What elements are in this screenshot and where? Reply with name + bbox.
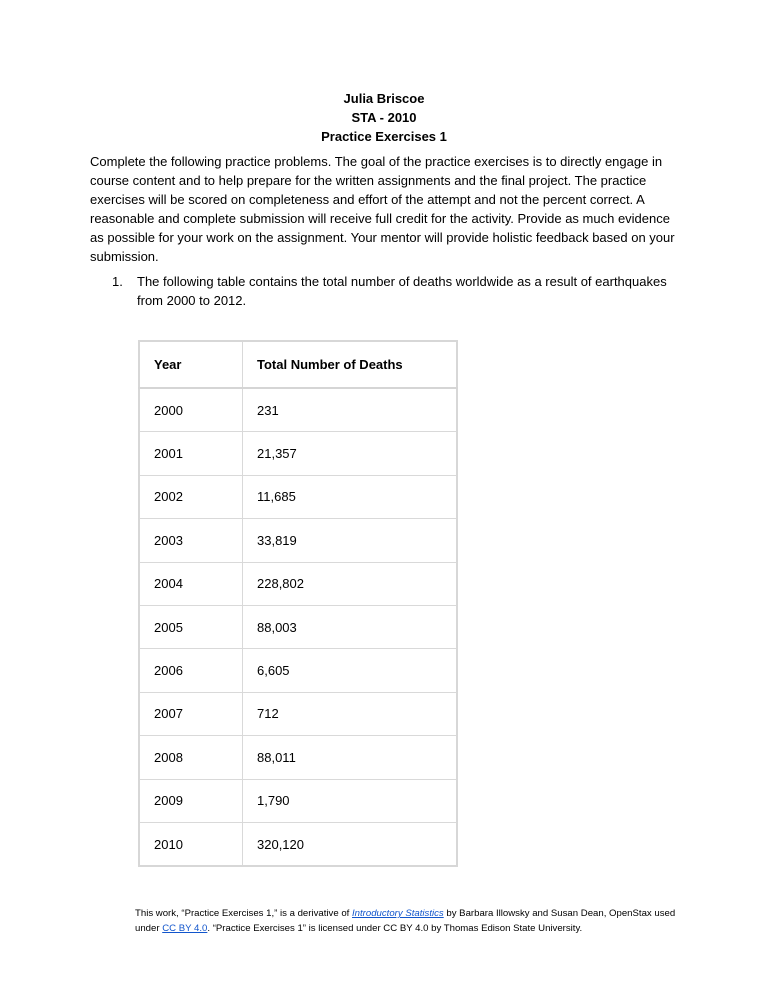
footer-text-part-2: by Barbara Illowsky and Susan Dean, OpenStax used under	[135, 908, 676, 934]
header-year: Year	[139, 341, 243, 388]
document-header	[0, 89, 768, 146]
year-cell: 2008	[139, 736, 243, 779]
introductory-statistics-link[interactable]	[352, 908, 444, 919]
earthquake-deaths-table	[138, 340, 458, 867]
deaths-cell: 320,120	[243, 822, 458, 866]
header-total-deaths: Total Number of Deaths	[243, 341, 458, 388]
table-row	[139, 649, 457, 692]
license-footer	[135, 906, 695, 936]
question-1	[112, 272, 682, 310]
deaths-cell: 11,685	[243, 475, 458, 518]
year-cell: 2009	[139, 779, 243, 822]
deaths-cell: 1,790	[243, 779, 458, 822]
year-cell: 2000	[139, 388, 243, 432]
table-row	[139, 692, 457, 735]
table-row	[139, 475, 457, 518]
cc-by-license-link[interactable]: CC BY 4.0	[162, 923, 208, 934]
table-row	[139, 822, 457, 866]
footer-text-part-3: . “Practice Exercises 1” is licensed under CC BY 4.0 by Thomas Edison State University.	[207, 923, 583, 934]
question-text: The following table contains the total number of deaths worldwide as a result of earthquakes from 2000 to 2012.	[137, 274, 667, 308]
footer-text-part-1: This work, “Practice Exercises 1,” is a derivative of	[135, 908, 352, 919]
table-row	[139, 779, 457, 822]
deaths-cell: 712	[243, 692, 458, 735]
year-cell: 2002	[139, 475, 243, 518]
table-row	[139, 605, 457, 648]
year-cell: 2005	[139, 605, 243, 648]
table-row	[139, 388, 457, 432]
author-name: Julia Briscoe	[343, 91, 425, 106]
table-row	[139, 562, 457, 605]
deaths-cell: 33,819	[243, 519, 458, 562]
deaths-cell: 6,605	[243, 649, 458, 692]
question-number: 1.	[112, 274, 123, 289]
table-row	[139, 519, 457, 562]
year-cell: 2003	[139, 519, 243, 562]
table-row	[139, 432, 457, 475]
instructions-paragraph: Complete the following practice problems. The goal of the practice exercises is to directly engage in course content and to help prepare for the written assignments and the final project. The practice exercises will be scored on completeness and effort of the attempt and not the percent correct. A reasonable and complete submission will receive full credit for the activity. Provide as much evidence as possible for your work on the assignment. Your mentor will provide holistic feedback based on your submission.	[90, 154, 675, 264]
year-cell: 2001	[139, 432, 243, 475]
table-header-row	[139, 341, 457, 388]
deaths-cell: 228,802	[243, 562, 458, 605]
year-cell: 2006	[139, 649, 243, 692]
document-title: Practice Exercises 1	[321, 129, 447, 144]
year-cell: 2007	[139, 692, 243, 735]
introductory-statistics-link-text: Introductory Statistics	[352, 908, 444, 919]
deaths-cell: 88,003	[243, 605, 458, 648]
table-row	[139, 736, 457, 779]
deaths-cell: 21,357	[243, 432, 458, 475]
course-code: STA - 2010	[351, 110, 417, 125]
year-cell: 2004	[139, 562, 243, 605]
deaths-cell: 88,011	[243, 736, 458, 779]
deaths-cell: 231	[243, 388, 458, 432]
year-cell: 2010	[139, 822, 243, 866]
